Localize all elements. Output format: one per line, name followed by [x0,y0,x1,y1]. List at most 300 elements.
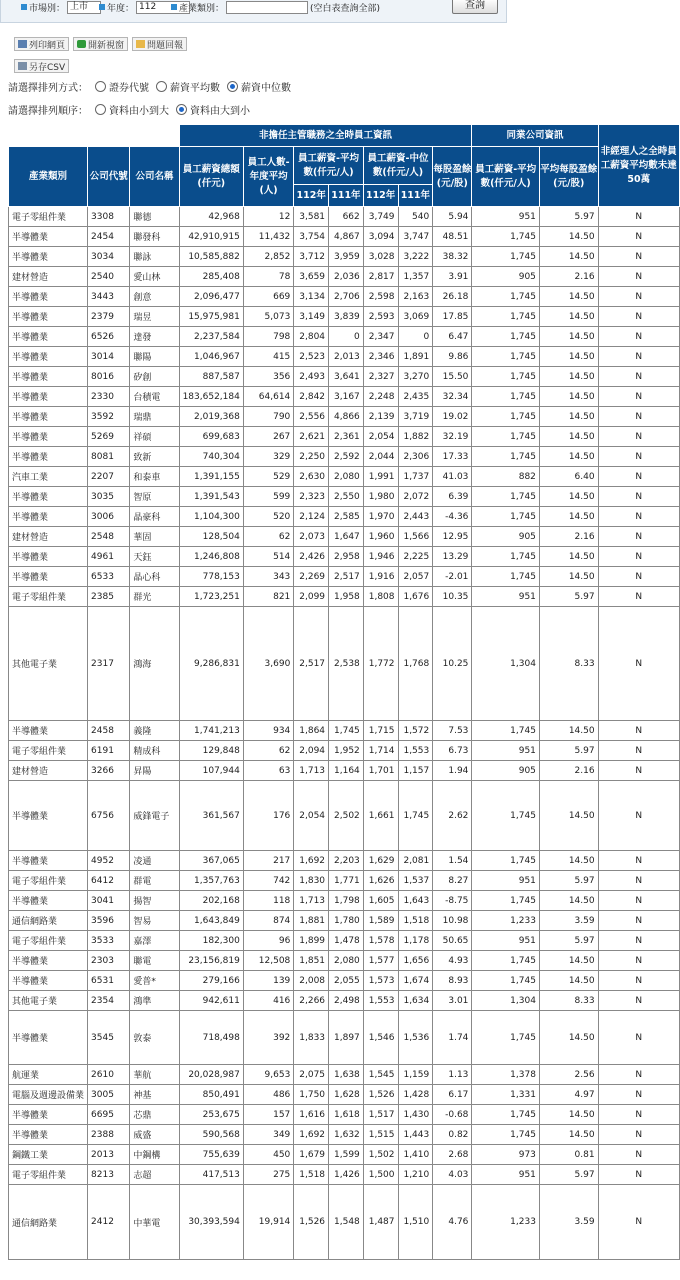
cell-median-111: 1,882 [398,427,433,447]
cell-industry: 半導體業 [9,427,88,447]
table-row [9,367,680,387]
cell-peer-eps: 14.50 [539,781,598,851]
cell-total: 182,300 [179,931,243,951]
cell-median-111: 1,157 [398,761,433,781]
industry-select[interactable] [226,1,308,14]
cell-peer-eps: 14.50 [539,227,598,247]
cell-industry: 半導體業 [9,367,88,387]
table-row [9,721,680,741]
cell-total: 2,237,584 [179,327,243,347]
save-csv-button[interactable] [14,59,69,73]
cell-name: 達發 [130,327,179,347]
order-option-label: 資料由小到大 [109,106,169,117]
cell-eps: 2.62 [433,781,472,851]
cell-avg-112: 3,134 [294,287,329,307]
cell-median-112: 1,515 [363,1125,398,1145]
cell-name: 智原 [130,487,179,507]
market-select[interactable]: 上市 [67,1,101,14]
cell-median-112: 2,346 [363,347,398,367]
cell-eps: 41.03 [433,467,472,487]
cell-total: 755,639 [179,1145,243,1165]
cell-name: 和泰車 [130,467,179,487]
cell-median-112: 1,577 [363,951,398,971]
cell-eps: 3.91 [433,267,472,287]
cell-industry: 半導體業 [9,287,88,307]
new-window-button[interactable] [73,37,128,51]
cell-peer-avg: 1,745 [472,447,540,467]
cell-eps: 48.51 [433,227,472,247]
cell-count: 821 [243,587,293,607]
header-code: 公司代號 [88,147,130,207]
cell-median-112: 1,553 [363,991,398,1011]
cell-avg-112: 1,830 [294,871,329,891]
table-row [9,527,680,547]
cell-industry: 半導體業 [9,851,88,871]
cell-peer-eps: 14.50 [539,247,598,267]
cell-avg-111: 2,517 [329,567,364,587]
cell-total: 1,723,251 [179,587,243,607]
cell-avg-112: 1,526 [294,1185,329,1260]
radio-order-asc[interactable] [95,104,106,115]
cell-industry: 半導體業 [9,307,88,327]
cell-avg-112: 1,518 [294,1165,329,1185]
cell-peer-eps: 5.97 [539,587,598,607]
header-avg-111: 111年 [329,185,364,207]
cell-total: 1,391,543 [179,487,243,507]
cell-total: 129,848 [179,741,243,761]
cell-peer-avg: 951 [472,931,540,951]
cell-avg-111: 2,585 [329,507,364,527]
cell-avg-112: 1,692 [294,1125,329,1145]
cell-median-111: 2,225 [398,547,433,567]
cell-avg-111: 2,361 [329,427,364,447]
cell-peer-avg: 1,745 [472,547,540,567]
cell-peer-avg: 1,745 [472,307,540,327]
cell-total: 850,491 [179,1085,243,1105]
cell-flag: N [598,287,679,307]
cell-median-112: 2,054 [363,427,398,447]
cell-median-112: 1,916 [363,567,398,587]
cell-avg-112: 2,094 [294,741,329,761]
cell-median-111: 1,737 [398,467,433,487]
cell-avg-111: 3,839 [329,307,364,327]
cell-peer-avg: 951 [472,871,540,891]
mail-icon [136,40,145,48]
cell-peer-avg: 1,745 [472,347,540,367]
cell-median-112: 2,139 [363,407,398,427]
cell-avg-112: 2,493 [294,367,329,387]
cell-industry: 半導體業 [9,347,88,367]
cell-avg-111: 2,498 [329,991,364,1011]
cell-peer-avg: 1,745 [472,387,540,407]
cell-name: 台積電 [130,387,179,407]
cell-avg-112: 3,149 [294,307,329,327]
radio-order-desc[interactable] [176,104,187,115]
cell-avg-112: 1,750 [294,1085,329,1105]
cell-peer-avg: 951 [472,741,540,761]
cell-avg-111: 662 [329,207,364,227]
cell-avg-112: 3,659 [294,267,329,287]
radio-sort-code[interactable] [95,81,106,92]
cell-eps: 5.94 [433,207,472,227]
cell-avg-111: 1,958 [329,587,364,607]
table-row [9,871,680,891]
cell-avg-111: 3,959 [329,247,364,267]
cell-count: 176 [243,781,293,851]
table-row [9,587,680,607]
cell-eps: 17.33 [433,447,472,467]
cell-flag: N [598,407,679,427]
cell-median-111: 1,553 [398,741,433,761]
cell-avg-111: 2,036 [329,267,364,287]
cell-median-112: 1,573 [363,971,398,991]
cell-avg-112: 2,008 [294,971,329,991]
cell-peer-eps: 14.50 [539,387,598,407]
cell-avg-111: 2,706 [329,287,364,307]
cell-avg-111: 4,866 [329,407,364,427]
cell-total: 1,643,849 [179,911,243,931]
cell-avg-111: 1,771 [329,871,364,891]
cell-total: 740,304 [179,447,243,467]
cell-count: 599 [243,487,293,507]
cell-name: 聯陽 [130,347,179,367]
cell-median-112: 2,248 [363,387,398,407]
order-option-label: 資料由大到小 [190,106,250,117]
cell-peer-avg: 1,745 [472,891,540,911]
cell-name: 愛山林 [130,267,179,287]
cell-code: 2412 [88,1185,130,1260]
cell-eps: 0.82 [433,1125,472,1145]
cell-peer-avg: 951 [472,1165,540,1185]
cell-eps: 4.76 [433,1185,472,1260]
cell-median-111: 1,634 [398,991,433,1011]
cell-avg-111: 1,164 [329,761,364,781]
cell-name: 晶豪科 [130,507,179,527]
cell-avg-112: 1,864 [294,721,329,741]
cell-peer-avg: 1,304 [472,607,540,721]
cell-code: 3014 [88,347,130,367]
sort-order-label: 請選擇排列順序： [8,106,88,117]
cell-industry: 半導體業 [9,781,88,851]
cell-eps: 38.32 [433,247,472,267]
year-input[interactable]: 112 [136,1,190,14]
cell-peer-eps: 3.59 [539,911,598,931]
cell-peer-avg: 1,745 [472,971,540,991]
cell-eps: 6.17 [433,1085,472,1105]
cell-count: 798 [243,327,293,347]
cell-peer-eps: 14.50 [539,721,598,741]
table-row [9,971,680,991]
feedback-button[interactable] [132,37,187,51]
cell-flag: N [598,327,679,347]
group-header-peer: 同業公司資訊 [472,125,598,147]
cell-eps: 10.25 [433,607,472,721]
cell-peer-eps: 14.50 [539,307,598,327]
cell-industry: 半導體業 [9,547,88,567]
cell-count: 669 [243,287,293,307]
cell-flag: N [598,721,679,741]
cell-total: 42,968 [179,207,243,227]
cell-avg-111: 2,550 [329,487,364,507]
cell-peer-eps: 14.50 [539,447,598,467]
table-row [9,547,680,567]
cell-peer-eps: 14.50 [539,407,598,427]
cell-eps: 8.93 [433,971,472,991]
cell-count: 416 [243,991,293,1011]
cell-eps: 1.94 [433,761,472,781]
cell-median-111: 1,643 [398,891,433,911]
cell-avg-111: 3,167 [329,387,364,407]
cell-count: 520 [243,507,293,527]
cell-count: 392 [243,1011,293,1065]
cell-avg-112: 1,713 [294,891,329,911]
cell-code: 6412 [88,871,130,891]
cell-name: 義隆 [130,721,179,741]
cell-avg-111: 1,628 [329,1085,364,1105]
cell-avg-111: 2,502 [329,781,364,851]
cell-industry: 鋼鐵工業 [9,1145,88,1165]
cell-code: 3035 [88,487,130,507]
query-button[interactable]: 查詢 [452,0,498,14]
table-row [9,851,680,871]
cell-median-111: 2,072 [398,487,433,507]
cell-peer-avg: 1,233 [472,911,540,931]
cell-total: 42,910,915 [179,227,243,247]
cell-flag: N [598,207,679,227]
cell-peer-eps: 2.16 [539,267,598,287]
cell-avg-112: 2,323 [294,487,329,507]
table-row [9,781,680,851]
cell-median-112: 1,946 [363,547,398,567]
cell-code: 2548 [88,527,130,547]
cell-industry: 電子零組件業 [9,931,88,951]
cell-total: 1,741,213 [179,721,243,741]
cell-total: 15,975,981 [179,307,243,327]
cell-peer-eps: 14.50 [539,547,598,567]
cell-name: 精成科 [130,741,179,761]
table-row [9,991,680,1011]
cell-code: 2454 [88,227,130,247]
cell-code: 6533 [88,567,130,587]
cell-count: 514 [243,547,293,567]
cell-peer-avg: 1,745 [472,1105,540,1125]
cell-median-111: 2,443 [398,507,433,527]
check-icon [77,40,86,48]
header-name: 公司名稱 [130,147,179,207]
cell-code: 3533 [88,931,130,951]
cell-total: 699,683 [179,427,243,447]
cell-median-112: 1,714 [363,741,398,761]
cell-median-112: 2,347 [363,327,398,347]
cell-total: 253,675 [179,1105,243,1125]
cell-avg-112: 2,250 [294,447,329,467]
cell-avg-111: 1,599 [329,1145,364,1165]
cell-median-111: 1,428 [398,1085,433,1105]
cell-total: 285,408 [179,267,243,287]
bullet-icon [171,4,177,10]
cell-code: 6756 [88,781,130,851]
cell-code: 8213 [88,1165,130,1185]
cell-peer-eps: 0.81 [539,1145,598,1165]
cell-peer-avg: 951 [472,207,540,227]
cell-peer-eps: 2.56 [539,1065,598,1085]
cell-peer-avg: 1,745 [472,427,540,447]
cell-median-111: 1,410 [398,1145,433,1165]
cell-eps: 4.03 [433,1165,472,1185]
print-button[interactable] [14,37,69,51]
cell-flag: N [598,971,679,991]
cell-count: 217 [243,851,293,871]
cell-avg-112: 3,754 [294,227,329,247]
cell-peer-eps: 2.16 [539,761,598,781]
cell-median-111: 1,656 [398,951,433,971]
cell-code: 2354 [88,991,130,1011]
cell-median-111: 1,178 [398,931,433,951]
year-label: 年度： [107,3,135,14]
cell-peer-avg: 1,233 [472,1185,540,1260]
cell-total: 2,019,368 [179,407,243,427]
cell-total: 9,286,831 [179,607,243,721]
filter-bar [0,0,507,23]
cell-eps: 8.27 [433,871,472,891]
cell-code: 3266 [88,761,130,781]
cell-eps: 1.74 [433,1011,472,1065]
cell-avg-112: 2,517 [294,607,329,721]
cell-flag: N [598,487,679,507]
table-row [9,407,680,427]
cell-avg-111: 2,080 [329,951,364,971]
cell-flag: N [598,347,679,367]
cell-flag: N [598,567,679,587]
cell-total: 1,357,763 [179,871,243,891]
cell-name: 聯發科 [130,227,179,247]
cell-peer-avg: 951 [472,587,540,607]
cell-total: 1,104,300 [179,507,243,527]
table-row [9,1145,680,1165]
cell-median-112: 1,517 [363,1105,398,1125]
cell-peer-avg: 1,304 [472,991,540,1011]
cell-total: 30,393,594 [179,1185,243,1260]
cell-industry: 半導體業 [9,891,88,911]
cell-flag: N [598,1145,679,1165]
cell-code: 4952 [88,851,130,871]
cell-code: 6531 [88,971,130,991]
salary-table [8,124,680,1260]
header-peer-avg: 員工薪資-平均數(仟元/人) [472,147,540,207]
cell-avg-112: 2,075 [294,1065,329,1085]
cell-median-112: 3,028 [363,247,398,267]
cell-count: 118 [243,891,293,911]
cell-industry: 通信網路業 [9,911,88,931]
header-flag: 非經理人之全時員工薪資平均數未達50萬 [598,125,679,207]
cell-median-111: 1,745 [398,781,433,851]
cell-code: 4961 [88,547,130,567]
cell-code: 6695 [88,1105,130,1125]
cell-avg-112: 1,881 [294,911,329,931]
cell-median-111: 0 [398,327,433,347]
radio-sort-avg[interactable] [156,81,167,92]
cell-avg-112: 2,630 [294,467,329,487]
cell-peer-eps: 5.97 [539,871,598,891]
cell-avg-111: 2,080 [329,467,364,487]
cell-name: 致新 [130,447,179,467]
cell-median-112: 1,772 [363,607,398,721]
cell-flag: N [598,427,679,447]
table-row [9,287,680,307]
cell-median-111: 3,719 [398,407,433,427]
cell-avg-112: 2,054 [294,781,329,851]
cell-peer-eps: 14.50 [539,1105,598,1125]
cell-name: 愛普* [130,971,179,991]
cell-avg-111: 1,632 [329,1125,364,1145]
cell-median-112: 1,526 [363,1085,398,1105]
cell-median-111: 3,222 [398,247,433,267]
sort-option-label: 證券代號 [109,83,149,94]
cell-peer-eps: 14.50 [539,427,598,447]
cell-avg-112: 2,621 [294,427,329,447]
cell-median-111: 1,159 [398,1065,433,1085]
table-row [9,247,680,267]
cell-peer-eps: 5.97 [539,931,598,951]
cell-median-112: 1,808 [363,587,398,607]
cell-peer-eps: 14.50 [539,1125,598,1145]
cell-name: 鴻準 [130,991,179,1011]
radio-sort-median[interactable] [227,81,238,92]
cell-peer-eps: 5.97 [539,207,598,227]
cell-code: 2458 [88,721,130,741]
cell-avg-112: 3,712 [294,247,329,267]
cell-total: 128,504 [179,527,243,547]
cell-median-112: 1,578 [363,931,398,951]
cell-total: 367,065 [179,851,243,871]
cell-flag: N [598,911,679,931]
cell-eps: 1.13 [433,1065,472,1085]
cell-code: 2330 [88,387,130,407]
cell-flag: N [598,307,679,327]
cell-code: 2388 [88,1125,130,1145]
cell-avg-112: 2,842 [294,387,329,407]
cell-median-111: 1,537 [398,871,433,891]
cell-code: 8016 [88,367,130,387]
cell-count: 349 [243,1125,293,1145]
cell-median-111: 1,891 [398,347,433,367]
cell-peer-avg: 1,331 [472,1085,540,1105]
cell-median-112: 2,593 [363,307,398,327]
cell-flag: N [598,1165,679,1185]
cell-flag: N [598,991,679,1011]
cell-avg-111: 0 [329,327,364,347]
cell-count: 343 [243,567,293,587]
table-row [9,227,680,247]
cell-industry: 電子零組件業 [9,587,88,607]
cell-industry: 通信網路業 [9,1185,88,1260]
cell-peer-avg: 1,745 [472,507,540,527]
cell-median-112: 2,327 [363,367,398,387]
cell-industry: 半導體業 [9,507,88,527]
cell-industry: 半導體業 [9,721,88,741]
cell-peer-eps: 5.97 [539,1165,598,1185]
cell-code: 6526 [88,327,130,347]
cell-count: 275 [243,1165,293,1185]
cell-eps: 1.54 [433,851,472,871]
cell-median-112: 3,094 [363,227,398,247]
cell-median-112: 1,500 [363,1165,398,1185]
cell-peer-avg: 905 [472,267,540,287]
cell-total: 718,498 [179,1011,243,1065]
cell-median-112: 1,661 [363,781,398,851]
cell-median-112: 1,960 [363,527,398,547]
cell-flag: N [598,507,679,527]
